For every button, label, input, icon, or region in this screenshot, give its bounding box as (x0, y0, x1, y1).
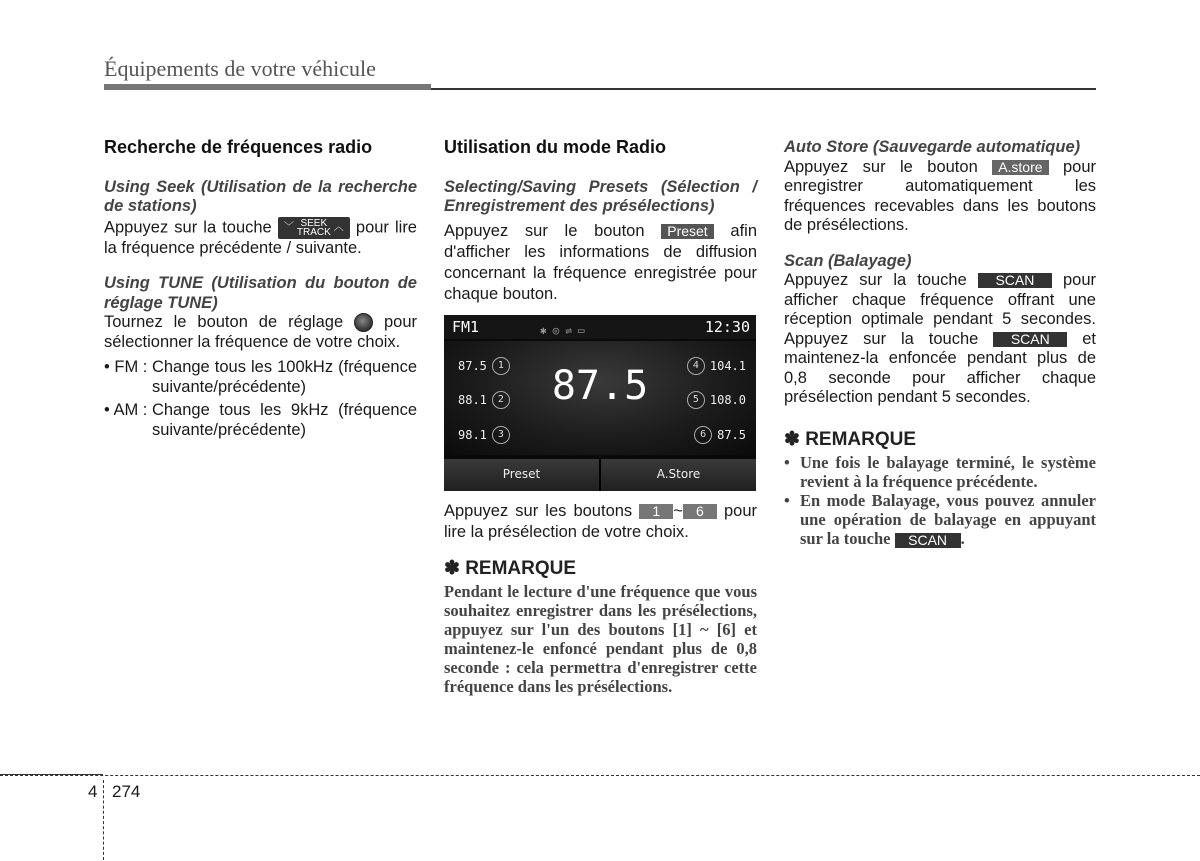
column-2 (444, 138, 757, 696)
preset-text-a: Appuyez sur le bouton (444, 221, 662, 240)
screen-preset-6 (694, 426, 746, 446)
screen-preset-3 (458, 426, 510, 446)
astore-key: A.store (992, 160, 1048, 175)
remark-bullet-1 (784, 453, 1096, 491)
seek-text-b: pour lire la fréquence précédente / suivante. (104, 217, 417, 257)
subheading-scan: Scan (Balayage) (784, 251, 912, 270)
subheading-presets: Selecting/Saving Presets (Sélection / Enregistrement des présélections) (444, 177, 757, 215)
bullet-text: Change tous les 9kHz (fréquence suivante/précédente) (151, 401, 417, 439)
scan-key: SCAN (993, 332, 1067, 347)
preset-buttons-text-a: Appuyez sur les boutons (444, 501, 640, 520)
scan-text-b: pour afficher chaque fréquence offrant une réception optimale pendant 5 secondes. Appuyez sur la touche (784, 271, 1097, 348)
preset-key-1: 1 (639, 504, 673, 519)
screen-status-bar (444, 315, 756, 339)
screen-preset-4 (687, 357, 746, 377)
chevron-down-icon: ﹀ (283, 222, 294, 233)
softkey-astore[interactable]: A.Store (601, 459, 756, 491)
current-frequency: 87.5 (551, 362, 649, 409)
status-icons (540, 321, 591, 341)
paragraph-scan (784, 271, 1096, 408)
remark-bullet-text: Une fois le balayage terminé, le système revient à la fréquence précédente. (800, 453, 1096, 491)
bullet-am (104, 401, 417, 440)
preset-key-6: 6 (683, 504, 717, 519)
preset-number: 6 (694, 426, 712, 444)
seek-track-key (278, 217, 350, 239)
seek-key-top: SEEK (300, 217, 328, 229)
header-rule-thick (104, 84, 431, 90)
paragraph-tune (104, 313, 417, 352)
section-heading-radio-mode: Utilisation du mode Radio (444, 137, 667, 157)
autostore-text-a: Appuyez sur le bouton (784, 157, 993, 176)
subheading-seek: Using Seek (Utilisation de la recherche de stations) (104, 177, 417, 215)
bullet-label: • AM : (104, 401, 152, 419)
preset-key: Preset (661, 224, 713, 239)
preset-freq: 88.1 (458, 392, 487, 407)
seek-text-a: Appuyez sur la touche (104, 217, 278, 236)
scan-key: SCAN (978, 273, 1052, 288)
chevron-up-icon: ︿ (333, 222, 344, 233)
remark-bullet-2 (784, 491, 1096, 548)
preset-freq: 87.5 (458, 358, 487, 373)
remark-title: ✽ REMARQUE (784, 428, 917, 450)
paragraph-autostore (784, 158, 1096, 236)
scan-key: SCAN (895, 533, 961, 548)
screen-preset-5 (687, 391, 746, 411)
page-header-title: Équipements de votre véhicule (104, 56, 376, 81)
screen-softkey-bar (444, 459, 756, 491)
bullet-dot: • (784, 453, 790, 472)
preset-freq: 104.1 (709, 358, 746, 373)
preset-freq: 87.5 (717, 427, 746, 442)
column-3 (784, 138, 1096, 548)
tune-knob-icon (354, 313, 373, 332)
preset-freq: 108.0 (709, 392, 746, 407)
bullet-dot: • (784, 491, 790, 510)
preset-number: 2 (492, 391, 510, 409)
tune-text-b: pour sélectionner la fréquence de votre choix. (104, 313, 417, 351)
battery-icon: ▭ (577, 323, 591, 337)
remark-bullet-end: . (960, 529, 965, 548)
preset-number: 3 (492, 426, 510, 444)
section-heading-radio-search: Recherche de fréquences radio (104, 137, 373, 157)
remark-bullet-body (800, 491, 1096, 548)
tilde: ~ (673, 501, 683, 520)
chapter-number: 4 (88, 782, 98, 801)
tune-text-a: Tournez le bouton de réglage (104, 313, 355, 331)
screen-preset-1 (458, 357, 510, 377)
softkey-preset[interactable]: Preset (444, 459, 599, 491)
preset-text-b: afin d'afficher les informations de diffusion concernant la fréquence enregistrée pour chaque bouton. (444, 221, 758, 303)
bullet-label: • FM : (104, 358, 152, 376)
preset-buttons-text-b: pour lire la présélection de votre choix. (444, 501, 758, 541)
subheading-autostore: Auto Store (Sauvegarde automatique) (784, 138, 1081, 156)
seek-key-bottom: TRACK (296, 226, 331, 238)
scan-text-c: et maintenez-la enfoncée pendant plus de 0,8 seconde pour afficher chaque présélection pendant 5 secondes. (784, 329, 1096, 406)
bluetooth-icon: ✱ (540, 323, 553, 337)
screen-main (444, 341, 756, 455)
remark-title: ✽ REMARQUE (444, 557, 577, 579)
clock: 12:30 (704, 317, 750, 336)
bullet-fm (104, 358, 417, 397)
remark-bullet-text: En mode Balayage, vous pouvez annuler une opération de balayage en appuyant sur la touche (800, 491, 1096, 548)
footer-rule-dashed (0, 775, 1200, 776)
footer-rule-vertical (103, 780, 104, 860)
bullet-text: Change tous les 100kHz (fréquence suivante/précédente) (151, 358, 417, 396)
preset-freq: 98.1 (458, 427, 487, 442)
paragraph-preset-buttons (444, 501, 757, 543)
paragraph-preset (444, 221, 757, 305)
column-1 (104, 138, 417, 440)
scan-text-a: Appuyez sur la touche (784, 271, 978, 289)
band-label: FM1 (452, 317, 480, 336)
radio-screen (444, 315, 756, 491)
autostore-text-b: pour enregistrer automatiquement les fréquences recevables dans les boutons de présélections. (784, 157, 1097, 234)
subheading-tune: Using TUNE (Utilisation du bouton de réglage TUNE) (104, 274, 417, 312)
usb-icon: ⇌ (565, 323, 578, 337)
disc-icon: ◎ (552, 323, 566, 337)
remark-text: Pendant le lecture d'une fréquence que vous souhaitez enregistrer dans les présélections, appuyez sur l'un des boutons [1] ~ [6] et maintenez-le enfoncé pendant plus de 0,8 seconde : cela permettra d'enregistrer cette fréquence dans les présélections. (444, 582, 757, 696)
preset-number: 1 (492, 357, 510, 375)
preset-number: 4 (687, 357, 705, 375)
header-rule-thin (431, 88, 1096, 90)
preset-number: 5 (687, 391, 705, 409)
paragraph-seek (104, 217, 417, 259)
page-number: 274 (112, 782, 141, 801)
